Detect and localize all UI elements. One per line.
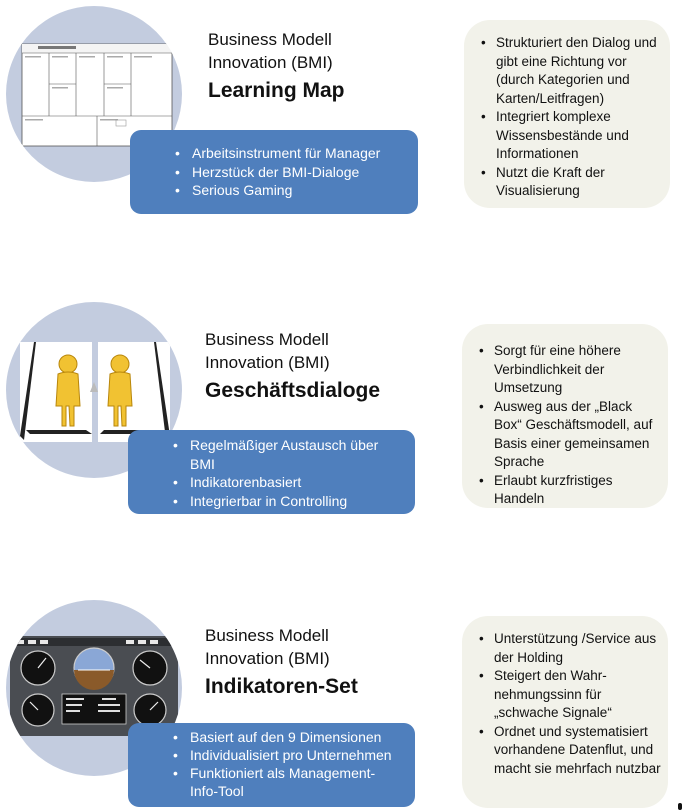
feature-item: • Indikatorenbasiert: [190, 473, 403, 492]
benefits-box: [464, 20, 670, 208]
features-box: [130, 130, 418, 214]
feature-item: • Herzstück der BMI-Dialoge: [192, 163, 406, 182]
feature-item: • Basiert auf den 9 Dimensionen: [190, 728, 403, 746]
title-line-2: Innovation (BMI): [208, 53, 333, 72]
features-box: [128, 430, 415, 514]
benefits-box: [462, 324, 668, 508]
feature-item: • Arbeitsinstrument für Manager: [192, 144, 406, 163]
title-block: [205, 328, 380, 406]
section-title: Geschäftsdialoge: [205, 379, 381, 402]
features-box: [128, 723, 415, 807]
section-learning-map: [0, 0, 682, 200]
feature-item: • Individualisiert pro Unternehmen: [190, 746, 403, 764]
benefit-item: • Sorgt für eine höhere Verbindlichkeit der Umsetzung: [494, 342, 662, 398]
corner-mark: [678, 803, 682, 810]
benefit-item: • Integriert komplexe Wissensbestände und Informationen: [496, 108, 664, 164]
title-line-1: Business Modell: [208, 30, 332, 49]
benefit-item: • Unterstützung /Service aus der Holding: [494, 630, 662, 667]
feature-item: • Regelmäßiger Austausch über BMI: [190, 436, 403, 473]
benefits-box: [462, 616, 668, 808]
benefit-item: • Ordnet und systematisiert vorhandene Datenflut, und macht sie mehrfach nutzbar: [494, 723, 662, 779]
benefit-item: • Strukturiert den Dialog und gibt eine Richtung vor (durch Kategorien und Karten/Leitfragen): [496, 34, 664, 108]
section-indikatoren-set: [0, 598, 682, 798]
title-line-2: Innovation (BMI): [205, 353, 330, 372]
title-block: [205, 624, 358, 702]
feature-item: • Serious Gaming: [192, 181, 406, 200]
section-title: Indikatoren-Set: [205, 675, 358, 698]
section-geschaeftsdialoge: [0, 300, 682, 509]
benefit-item: • Erlaubt kurzfristiges Handeln: [494, 472, 662, 509]
title-line-1: Business Modell: [205, 330, 329, 349]
title-line-1: Business Modell: [205, 626, 329, 645]
benefit-item: • Nutzt die Kraft der Visualisierung: [496, 164, 664, 201]
benefit-item: • Ausweg aus der „Black Box“ Geschäftsmodell, auf Basis einer gemeinsamen Sprache: [494, 398, 662, 472]
title-block: [208, 28, 345, 106]
feature-item: • Funktioniert als Management-Info-Tool: [190, 764, 403, 800]
section-title: Learning Map: [208, 79, 345, 102]
benefit-item: • Steigert den Wahr-nehmungssinn für „schwache Signale“: [494, 667, 662, 723]
title-line-2: Innovation (BMI): [205, 649, 330, 668]
feature-item: • Integrierbar in Controlling: [190, 492, 403, 511]
